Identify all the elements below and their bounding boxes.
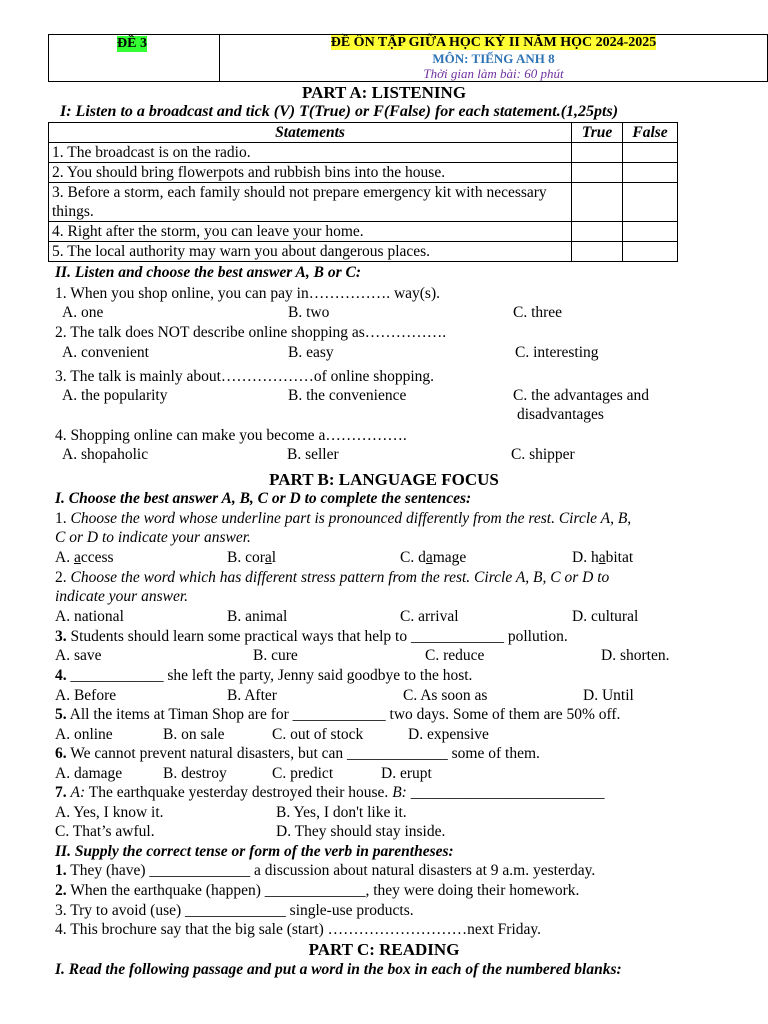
option-a[interactable]: A. convenient xyxy=(62,344,149,361)
question-2: 2. Choose the word which has different stress pattern from the rest. Circle A, B, C or D to xyxy=(55,569,610,586)
option-d[interactable]: D. They should stay inside. xyxy=(276,823,446,840)
option-d[interactable]: D. cultural xyxy=(572,608,639,625)
option-a[interactable]: A. national xyxy=(55,608,124,625)
listening-question-1: 1. When you shop online, you can pay in……………. way(s). xyxy=(55,285,441,302)
listening-question-4: 4. Shopping online can make you become a……………. xyxy=(55,427,407,444)
true-false-table xyxy=(48,122,678,262)
part-a-title: PART A: LISTENING xyxy=(301,83,467,102)
question-6: 6. We cannot prevent natural disasters, but can _____________ some of them. xyxy=(55,745,540,762)
table-row xyxy=(49,222,678,242)
col-false: False xyxy=(623,123,678,143)
part-a-section1-title: I: Listen to a broadcast and tick (V) T(True) or F(False) for each statement.(1,25pts) xyxy=(60,103,619,120)
part-b-section2-title: II. Supply the correct tense or form of the verb in parentheses: xyxy=(55,843,454,860)
question-1-continuation: C or D to indicate your answer. xyxy=(55,529,251,546)
option-a[interactable]: A. the popularity xyxy=(62,387,168,404)
option-b[interactable]: B. easy xyxy=(288,344,334,361)
option-a[interactable]: A. Before xyxy=(55,687,117,704)
option-c[interactable]: C. shipper xyxy=(511,446,575,463)
option-c[interactable]: C. out of stock xyxy=(272,726,364,743)
statement-cell: 5. The local authority may warn you about dangerous places. xyxy=(49,242,572,262)
question-4: 4. ____________ she left the party, Jenny said goodbye to the host. xyxy=(55,667,473,684)
statement-cell: 1. The broadcast is on the radio. xyxy=(49,143,572,163)
option-c[interactable]: C. As soon as xyxy=(403,687,488,704)
option-c[interactable]: C. predict xyxy=(272,765,334,782)
option-a[interactable]: A. save xyxy=(55,647,102,664)
table-header-row xyxy=(49,123,678,143)
verb-question-1: 1. They (have) _____________ a discussion about natural disasters at 9 a.m. yesterday. xyxy=(55,862,596,879)
listening-question-2: 2. The talk does NOT describe online shopping as……………. xyxy=(55,324,447,341)
option-c[interactable]: C. the advantages and xyxy=(513,387,650,404)
part-a-section2-title: II. Listen and choose the best answer A, B or C: xyxy=(55,264,362,281)
option-b[interactable]: B. animal xyxy=(227,608,288,625)
true-checkbox-cell[interactable] xyxy=(572,143,623,163)
verb-question-2: 2. When the earthquake (happen) _____________, they were doing their homework. xyxy=(55,882,580,899)
false-checkbox-cell[interactable] xyxy=(623,242,678,262)
false-checkbox-cell[interactable] xyxy=(623,143,678,163)
false-checkbox-cell[interactable] xyxy=(623,163,678,183)
header-code-cell xyxy=(49,35,220,81)
option-b[interactable]: B. seller xyxy=(287,446,339,463)
true-checkbox-cell[interactable] xyxy=(572,163,623,183)
question-2-continuation: indicate your answer. xyxy=(55,588,189,605)
part-b-section1-title: I. Choose the best answer A, B, C or D to complete the sentences: xyxy=(55,490,472,507)
option-d[interactable]: D. shorten. xyxy=(601,647,670,664)
part-c-section1-title: I. Read the following passage and put a word in the box in each of the numbered blanks: xyxy=(55,961,622,978)
false-checkbox-cell[interactable] xyxy=(623,222,678,242)
question-5: 5. All the items at Timan Shop are for ____________ two days. Some of them are 50% off. xyxy=(55,706,621,723)
option-c[interactable]: C. reduce xyxy=(425,647,485,664)
option-b[interactable]: B. destroy xyxy=(163,765,227,782)
option-a[interactable]: A. access xyxy=(55,549,114,566)
table-row xyxy=(49,143,678,163)
false-checkbox-cell[interactable] xyxy=(623,183,678,222)
header-box xyxy=(48,34,768,82)
header-title-cell xyxy=(220,35,767,81)
listening-question-3: 3. The talk is mainly about………………of online shopping. xyxy=(55,368,435,385)
option-d[interactable]: D. habitat xyxy=(572,549,634,566)
option-b[interactable]: B. two xyxy=(288,304,330,321)
option-a[interactable]: A. shopaholic xyxy=(62,446,149,463)
option-c[interactable]: C. interesting xyxy=(515,344,599,361)
exam-subject: MÔN: TIẾNG ANH 8 xyxy=(432,51,555,66)
option-a[interactable]: A. online xyxy=(55,726,113,743)
true-checkbox-cell[interactable] xyxy=(572,183,623,222)
col-statements: Statements xyxy=(49,123,572,143)
option-a[interactable]: A. damage xyxy=(55,765,123,782)
question-1: 1. Choose the word whose underline part is pronounced differently from the rest. Circle A, B, xyxy=(55,510,632,527)
statement-cell: 3. Before a storm, each family should not prepare emergency kit with necessary things. xyxy=(49,183,572,222)
part-b-title: PART B: LANGUAGE FOCUS xyxy=(269,470,499,489)
option-c[interactable]: C. That’s awful. xyxy=(55,823,155,840)
statement-cell: 4. Right after the storm, you can leave your home. xyxy=(49,222,572,242)
option-c[interactable]: C. arrival xyxy=(400,608,459,625)
table-row xyxy=(49,183,678,222)
option-b[interactable]: B. Yes, I don't like it. xyxy=(276,804,407,821)
option-b[interactable]: B. the convenience xyxy=(288,387,407,404)
true-checkbox-cell[interactable] xyxy=(572,222,623,242)
question-7: 7. A: The earthquake yesterday destroyed their house. B: _________________________ xyxy=(55,784,605,801)
question-3: 3. Students should learn some practical ways that help to ____________ pollution. xyxy=(55,628,568,645)
true-checkbox-cell[interactable] xyxy=(572,242,623,262)
verb-question-4: 4. This brochure say that the big sale (start) ………………………next Friday. xyxy=(55,921,542,938)
option-a[interactable]: A. one xyxy=(62,304,104,321)
exam-code: ĐỀ 3 xyxy=(117,36,147,51)
option-c[interactable]: C. three xyxy=(513,304,563,321)
col-true: True xyxy=(572,123,623,143)
table-row xyxy=(49,163,678,183)
option-d[interactable]: D. expensive xyxy=(408,726,489,743)
option-c-continuation: disadvantages xyxy=(517,406,604,423)
exam-time: Thời gian làm bài: 60 phút xyxy=(423,66,564,81)
option-c[interactable]: C. damage xyxy=(400,549,467,566)
exam-title: ĐỀ ÔN TẬP GIỮA HỌC KỲ II NĂM HỌC 2024-2025 xyxy=(330,35,657,50)
option-d[interactable]: D. erupt xyxy=(381,765,432,782)
option-b[interactable]: B. After xyxy=(227,687,277,704)
verb-question-3: 3. Try to avoid (use) _____________ single-use products. xyxy=(55,902,414,919)
option-b[interactable]: B. on sale xyxy=(163,726,225,743)
option-b[interactable]: B. cure xyxy=(253,647,298,664)
table-row xyxy=(49,242,678,262)
statement-cell: 2. You should bring flowerpots and rubbish bins into the house. xyxy=(49,163,572,183)
option-a[interactable]: A. Yes, I know it. xyxy=(55,804,164,821)
part-c-title: PART C: READING xyxy=(308,940,460,959)
option-d[interactable]: D. Until xyxy=(583,687,634,704)
option-b[interactable]: B. coral xyxy=(227,549,277,566)
